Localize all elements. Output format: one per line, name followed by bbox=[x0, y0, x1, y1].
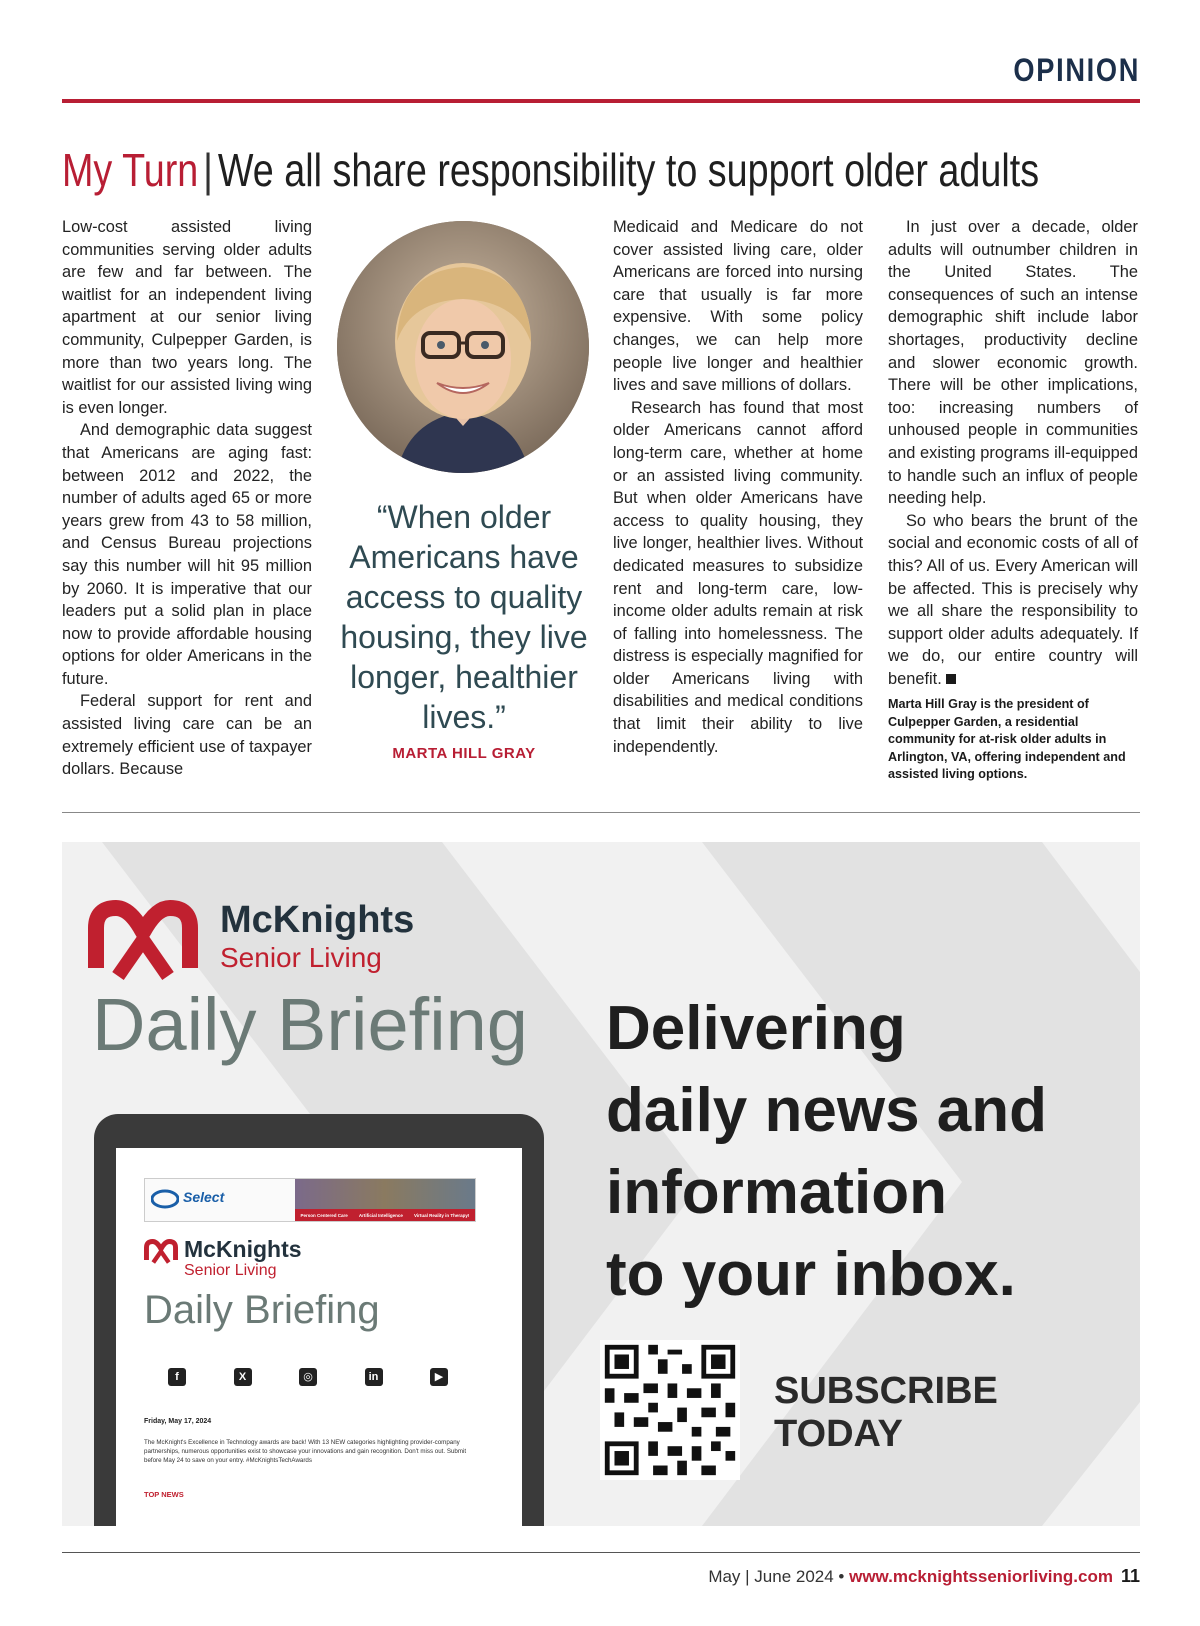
product-name: Daily Briefing bbox=[144, 1288, 380, 1332]
product-name: Daily Briefing bbox=[92, 983, 528, 1066]
paragraph: Low-cost assisted living communities serving older adults are few and far between. The waitlist for an independent living apartment at our senior living community, Culpepper Garden, is more than two years long. The waitlist for our assisted living wing is even longer. bbox=[62, 218, 312, 417]
headline-kicker: My Turn bbox=[62, 144, 199, 196]
qr-code-icon[interactable] bbox=[600, 1340, 740, 1480]
headline-title: We all share responsibility to support older adults bbox=[217, 144, 1040, 196]
sponsor-banner[interactable] bbox=[144, 1178, 476, 1222]
newsletter-body: The McKnight's Excellence in Technology awards are back! With 13 NEW categories highlighting provider-company partnerships, numerous opportunities exist to showcase your innovations and gain recognition. Don't miss out. Submit before May 24 to save on your entry. #McKnightsTechAwards bbox=[144, 1439, 467, 1464]
tagline-line: to your inbox. bbox=[606, 1240, 1016, 1309]
article-column-4 bbox=[888, 216, 1138, 784]
section-divider bbox=[62, 812, 1140, 813]
newsletter-date: Friday, May 17, 2024 bbox=[144, 1418, 212, 1425]
brand-subtitle: Senior Living bbox=[220, 942, 382, 973]
article-column-3 bbox=[613, 216, 863, 758]
social-links bbox=[168, 1368, 448, 1386]
paragraph: Medicaid and Medicare do not cover assisted living care, older Americans are forced into nursing care that usually is far more expensive. With some policy changes, we can help more people live longer and healthier lives and save millions of dollars. bbox=[613, 218, 863, 395]
paragraph: In just over a decade, older adults will outnumber children in the United States. The consequences of such an intense demographic shift include labor shortages, productivity decline and slower economic growth. There will be other implications, too: increasing numbers of unhoused people in communities and existing programs ill-equipped to handle such an influx of people needing help. bbox=[888, 218, 1138, 508]
sponsor-name: Select bbox=[183, 1189, 225, 1205]
brand-name: McKnights bbox=[220, 899, 415, 941]
select-logo-icon bbox=[151, 1189, 179, 1209]
mcknights-logo-icon bbox=[144, 1238, 178, 1266]
laptop-mockup bbox=[94, 1114, 544, 1526]
article-headline bbox=[62, 144, 1040, 196]
issue-date: May | June 2024 • bbox=[708, 1567, 850, 1586]
banner-caption: Person Centered Care bbox=[300, 1212, 348, 1218]
screen-brand bbox=[184, 1236, 302, 1280]
brand-subtitle: Senior Living bbox=[184, 1262, 277, 1279]
page-number: 11 bbox=[1120, 1566, 1140, 1586]
subscribe-cta[interactable] bbox=[774, 1370, 998, 1456]
cta-line: SUBSCRIBE bbox=[774, 1370, 998, 1412]
tagline-line: daily news and bbox=[606, 1076, 1048, 1145]
newsletter-section: TOP NEWS bbox=[144, 1490, 184, 1499]
brand-name: McKnights bbox=[184, 1236, 302, 1262]
ad-tagline bbox=[606, 988, 1106, 1316]
section-label: OPINION bbox=[1013, 52, 1140, 88]
facebook-icon[interactable]: f bbox=[168, 1368, 186, 1386]
advertisement[interactable] bbox=[62, 842, 1140, 1526]
footer-rule bbox=[62, 1552, 1140, 1553]
end-mark-icon bbox=[946, 674, 956, 684]
linkedin-icon[interactable]: in bbox=[365, 1368, 383, 1386]
website-link[interactable]: www.mcknightsseniorliving.com bbox=[849, 1567, 1113, 1586]
pull-quote-author: MARTA HILL GRAY bbox=[392, 745, 536, 762]
top-rule bbox=[62, 99, 1140, 103]
author-bio: Marta Hill Gray is the president of Culpepper Garden, a residential community for at-risk older adults in Arlington, VA, offering independent and assisted living options. bbox=[888, 697, 1126, 782]
banner-caption: Artificial Intelligence bbox=[358, 1212, 403, 1218]
laptop-screen bbox=[116, 1148, 522, 1526]
headline-separator: | bbox=[203, 144, 213, 196]
cta-line: TODAY bbox=[774, 1413, 903, 1455]
banner-caption: Virtual Reality in Therapy! bbox=[413, 1212, 470, 1218]
paragraph: Federal support for rent and assisted living care can be an extremely efficient use of taxpayer dollars. Because bbox=[62, 692, 312, 779]
tagline-line: information bbox=[606, 1158, 947, 1227]
x-icon[interactable]: X bbox=[234, 1368, 252, 1386]
instagram-icon[interactable]: ◎ bbox=[299, 1368, 317, 1386]
article-column-1 bbox=[62, 216, 312, 781]
tagline-line: Delivering bbox=[606, 994, 906, 1063]
youtube-icon[interactable]: ▶ bbox=[430, 1368, 448, 1386]
page-footer bbox=[708, 1566, 1140, 1587]
banner-captions bbox=[295, 1209, 475, 1221]
paragraph: Research has found that most older Americans cannot afford long-term care, whether at home or an assisted living community. But when older Americans have access to quality housing, they live longer, healthier lives. Without dedicated measures to subsidize rent and long-term care, low-income older adults remain at risk of falling into homelessness. The distress is especially magnified for older Americans living with disabilities and medical conditions that limit their ability to live independently. bbox=[613, 398, 863, 756]
ad-brand bbox=[220, 898, 414, 974]
paragraph: And demographic data suggest that Americans are aging fast: between 2012 and 2022, the number of adults aged 65 or more years grew from 43 to 58 million, and Census Bureau projections say this number will hit 95 million by 2060. It is imperative that our leaders put a solid plan in place now to provide affordable housing options for older Americans in the future. bbox=[62, 421, 312, 688]
paragraph: So who bears the brunt of the social and economic costs of all of this? All of us. Every American will be affected. This is precisely why we all share the responsibility to support older adults adequately. If we do, our entire country will benefit. bbox=[888, 511, 1138, 688]
pull-quote: “When older Americans have access to quality housing, they live longer, healthier lives.” bbox=[340, 499, 588, 735]
mcknights-logo-icon bbox=[88, 898, 198, 986]
author-portrait bbox=[337, 221, 589, 473]
